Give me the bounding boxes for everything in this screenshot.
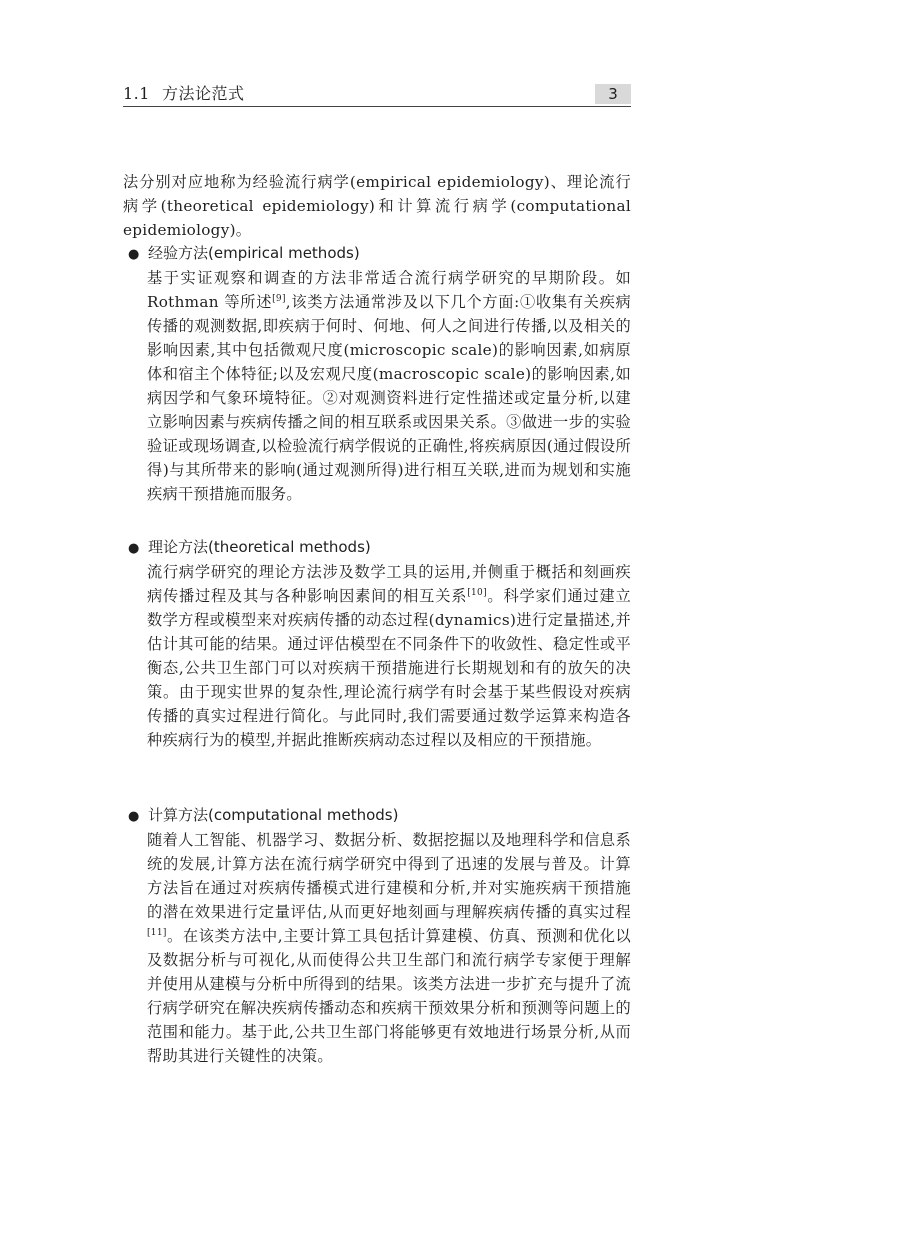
section-body-theoretical [147,560,631,752]
section-title-theoretical: 理论方法(theoretical methods) [148,538,371,556]
body-text: 。在该类方法中,主要计算工具包括计算建模、仿真、预测和优化以及数据分析与可视化,从而使得公共卫生部门和流行病学专家便于理解并使用从建模与分析中所得到的结果。该类方法进一步扩充与提升了流行病学研究在解决疾病传播动态和疾病干预效果分析和预测等问题上的范围和能力。基于此,公共卫生部门将能够更有效地进行场景分析,从而帮助其进行关键性的决策。 [147,927,631,1065]
section-body-computational [147,828,631,1068]
body-text: 基于实证观察和调查的方法非常适合流行病学研究的早期阶段。如 Rothman 等所述 [147,269,631,311]
body-text: ,该类方法通常涉及以下几个方面:①收集有关疾病传播的观测数据,即疾病于何时、何地、何人之间进行传播,以及相关的影响因素,其中包括微观尺度(microscopic scale)的影响因素,如病原体和宿主个体特征;以及宏观尺度(macroscopic scale)的影响因素,如病因学和气象环境特征。②对观测资料进行定性描述或定量分析,以建立影响因素与疾病传播之间的相互联系或因果关系。③做进一步的实验验证或现场调查,以检验流行病学假说的正确性,将疾病原因(通过假设所得)与其所带来的影响(通过观测所得)进行相互关联,进而为规划和实施疾病干预措施而服务。 [147,293,631,503]
running-header [123,84,631,104]
citation: [11] [147,927,167,938]
section-title: 方法论范式 [161,84,245,103]
section-title-empirical: 经验方法(empirical methods) [148,244,360,262]
section-heading-computational [128,804,398,828]
bullet-icon: ● [128,541,140,556]
section-body-empirical [147,266,631,506]
section-heading-theoretical [128,536,371,560]
citation: [10] [467,587,487,598]
header-rule [123,106,631,107]
page-number: 3 [595,84,631,104]
body-text: 随着人工智能、机器学习、数据分析、数据挖掘以及地理科学和信息系统的发展,计算方法在流行病学研究中得到了迅速的发展与普及。计算方法旨在通过对疾病传播模式进行建模和分析,并对实施疾病干预措施的潜在效果进行定量评估,从而更好地刻画与理解疾病传播的真实过程 [147,831,631,921]
citation: [9] [272,293,286,304]
bullet-icon: ● [128,247,140,262]
bullet-icon: ● [128,809,140,824]
section-number: 1.1 [123,84,150,103]
intro-paragraph: 法分别对应地称为经验流行病学(empirical epidemiology)、理论流行病学(theoretical epidemiology)和计算流行病学(computational epidemiology)。 [123,173,631,239]
section-heading [123,84,244,104]
section-title-computational: 计算方法(computational methods) [148,806,399,824]
body-text: 。科学家们通过建立数学方程或模型来对疾病传播的动态过程(dynamics)进行定量描述,并估计其可能的结果。通过评估模型在不同条件下的收敛性、稳定性或平衡态,公共卫生部门可以对疾病干预措施进行长期规划和有的放矢的决策。由于现实世界的复杂性,理论流行病学有时会基于某些假设对疾病传播的真实过程进行简化。与此同时,我们需要通过数学运算来构造各种疾病行为的模型,并据此推断疾病动态过程以及相应的干预措施。 [147,587,632,749]
section-heading-empirical [128,242,360,266]
body-text: 流行病学研究的理论方法涉及数学工具的运用,并侧重于概括和刻画疾病传播过程及其与各种影响因素间的相互关系 [147,563,631,605]
